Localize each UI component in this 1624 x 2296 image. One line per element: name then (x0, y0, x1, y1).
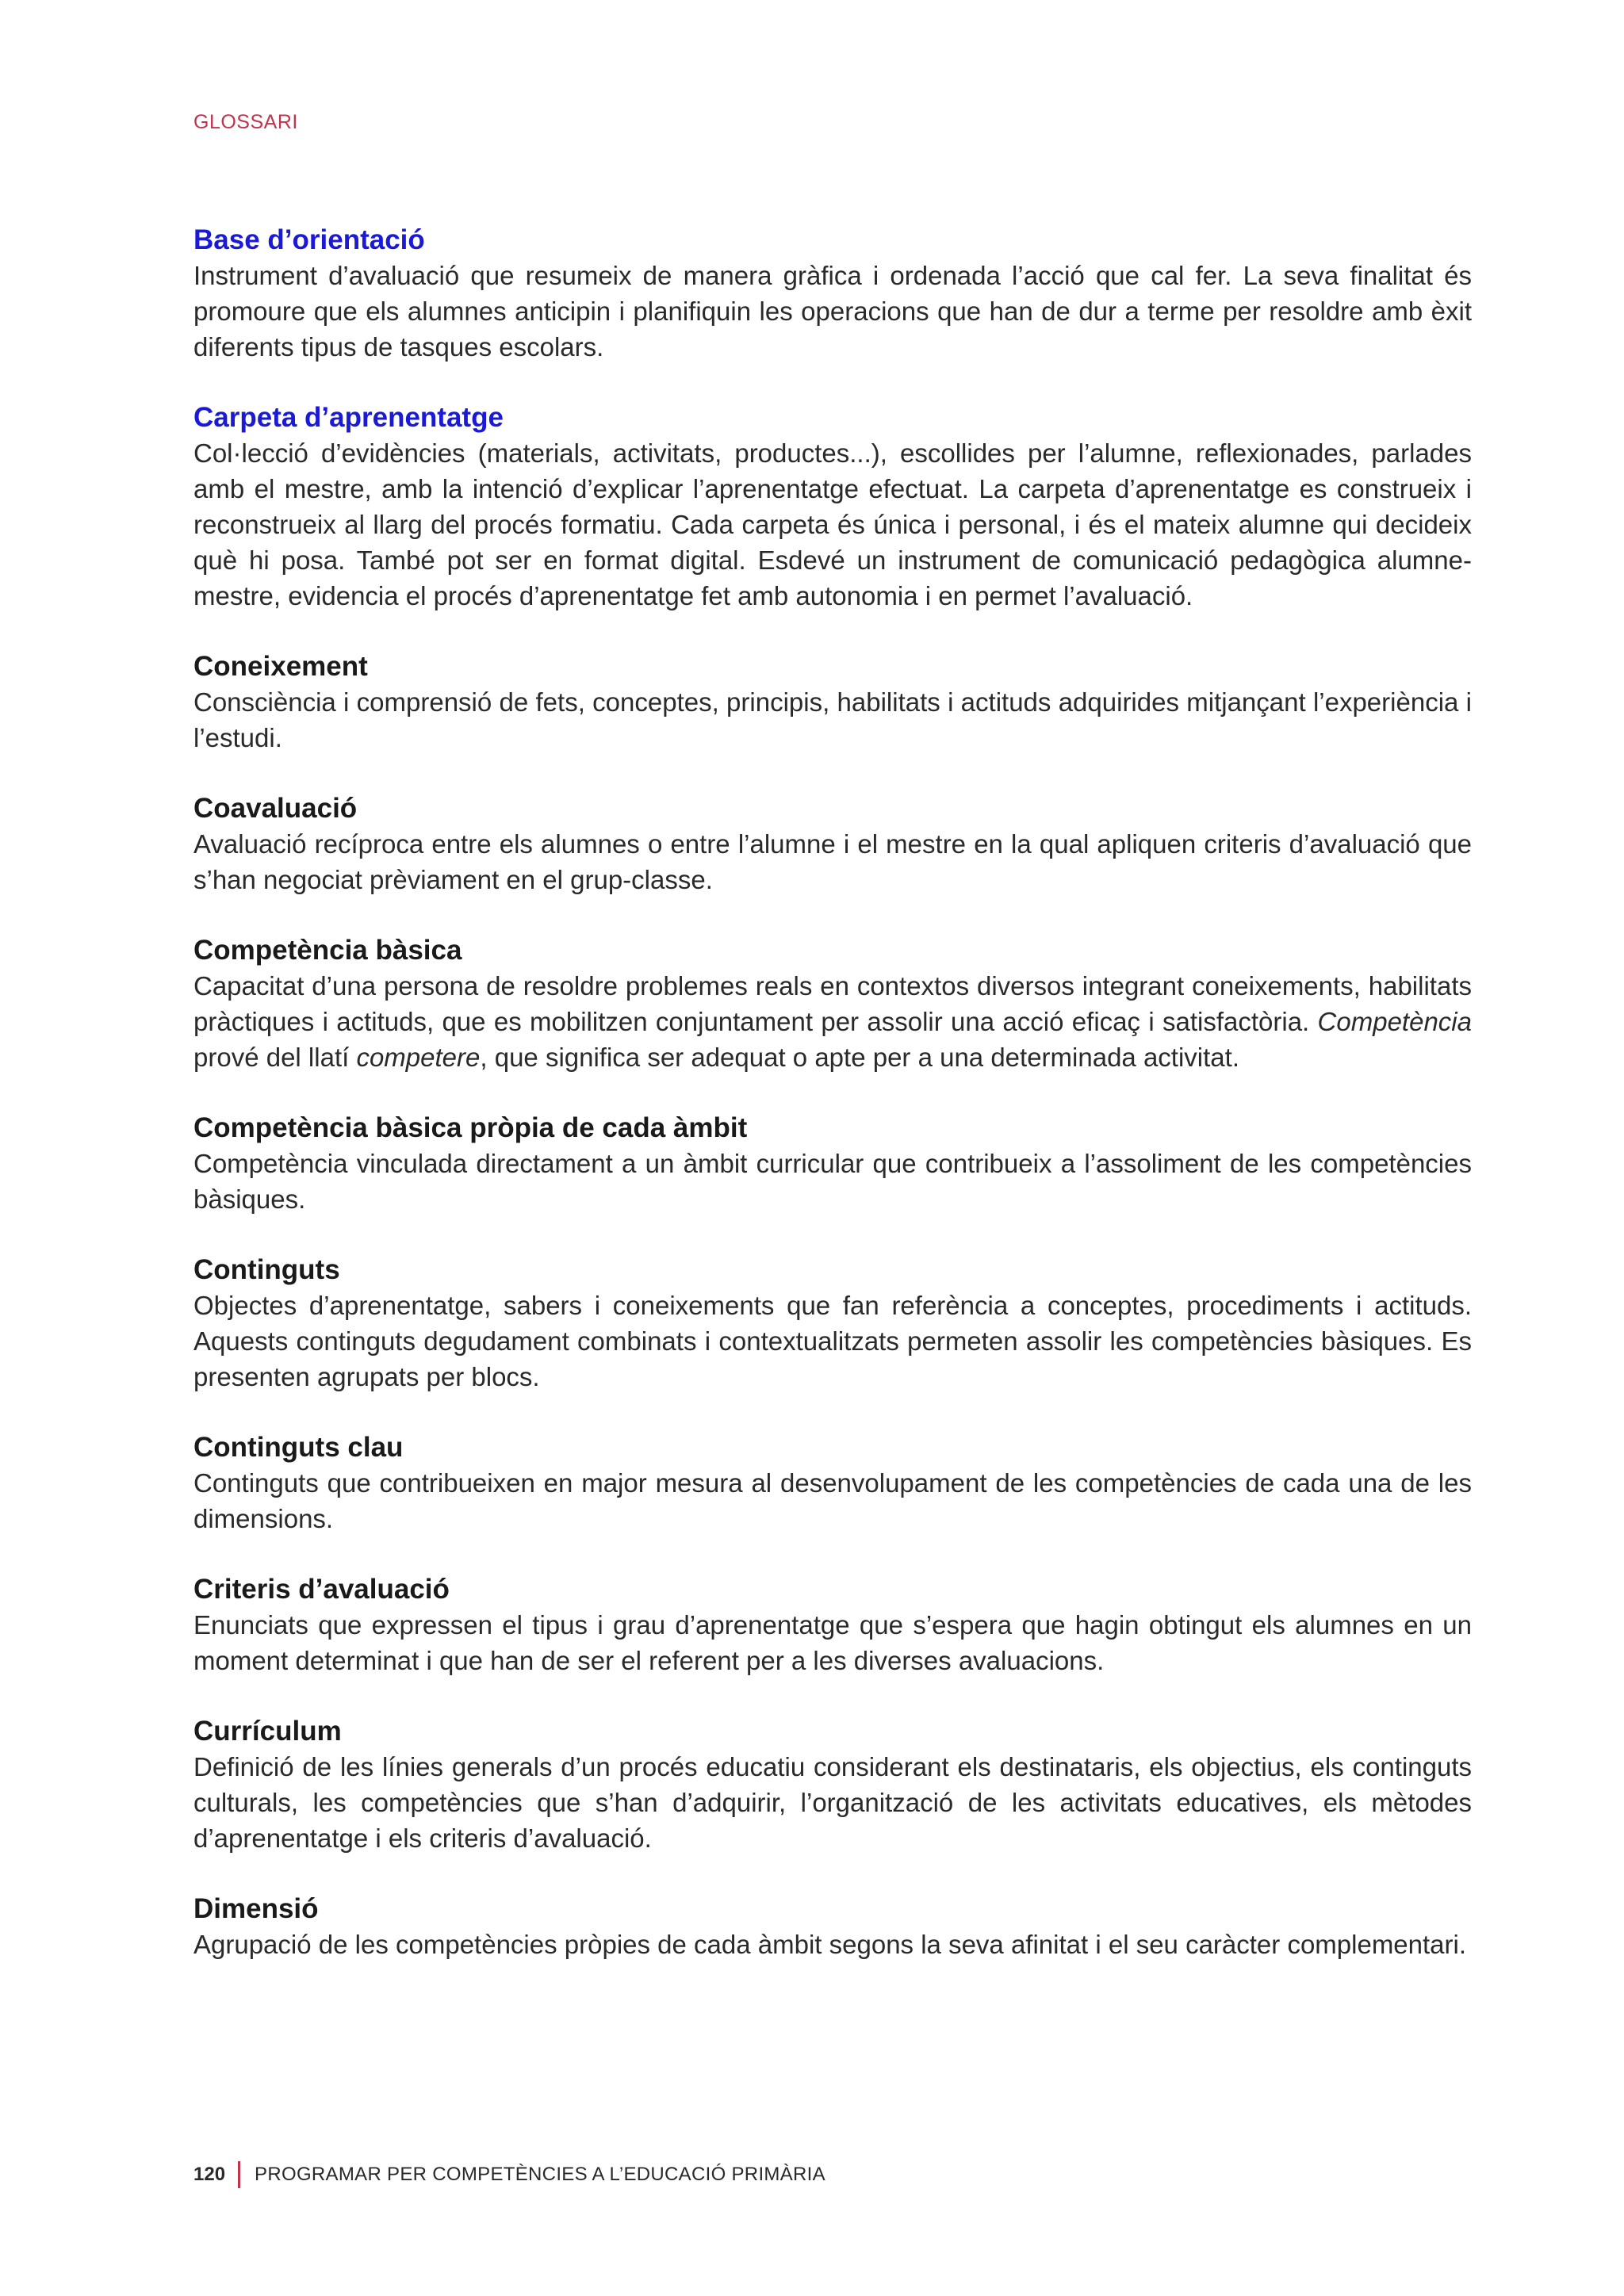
glossary-entry (193, 1571, 1472, 1678)
entry-term: Competència bàsica (193, 935, 462, 966)
glossary-entry (193, 1429, 1472, 1536)
entry-term: Currículum (193, 1716, 342, 1747)
page-number: 120 (193, 2164, 226, 2185)
entry-definition: Col·lecció d’evidències (materials, activitats, productes...), escollides per l’alumne, reflexionades, parlades amb el mestre, amb la intenció d’explicar l’aprenentatge efectuat. La carpeta d’aprenentatge es construeix i reconstrueix al llarg del procés formatiu. Cada carpeta és única i personal, i és el mateix alumne qui decideix què hi posa. També pot ser en format digital. Esdevé un instrument de comunicació pedagògica alumne-mestre, evidencia el procés d’aprenentatge fet amb autonomia i en permet l’avaluació. (193, 438, 1472, 610)
entry-definition: Continguts que contribueixen en major mesura al desenvolupament de les competències de cada una de les dimensions. (193, 1468, 1472, 1533)
entry-term: Dimensió (193, 1893, 319, 1924)
glossary-entry (193, 1713, 1472, 1856)
definition-text: Capacitat d’una persona de resoldre problemes reals en contextos diversos integrant coneixements, habilitats pràctiques i actituds, que es mobilitzen conjuntament per assolir una acció eficaç i satisfactòria. (193, 971, 1472, 1036)
footer-divider (238, 2161, 240, 2188)
page-section-header: GLOSSARI (193, 111, 298, 133)
entry-definition: Instrument d’avaluació que resumeix de manera gràfica i ordenada l’acció que cal fer. La seva finalitat és promoure que els alumnes anticipin i planifiquin les operacions que han de dur a terme per resoldre amb èxit diferents tipus de tasques escolars. (193, 261, 1472, 362)
glossary-entry (193, 1891, 1472, 1962)
entry-term: Coneixement (193, 651, 368, 682)
entry-definition: Avaluació recíproca entre els alumnes o entre l’alumne i el mestre en la qual apliquen criteris d’avaluació que s’han negociat prèviament en el grup-classe. (193, 829, 1472, 894)
definition-text: , que significa ser adequat o apte per a una determinada activitat. (480, 1043, 1239, 1072)
definition-italic-term: competere (356, 1043, 481, 1072)
entry-term: Coavaluació (193, 793, 358, 824)
entry-definition (193, 968, 1472, 1075)
definition-text: prové del llatí (193, 1043, 357, 1072)
entry-term: Base d’orientació (193, 224, 425, 255)
entry-definition: Objectes d’aprenentatge, sabers i coneixements que fan referència a conceptes, procediments i actituds. Aquests continguts degudament combinats i contextualitzats permeten assolir les competències bàsiques. Es presenten agrupats per blocs. (193, 1291, 1472, 1391)
entry-term: Criteris d’avaluació (193, 1574, 450, 1605)
entry-definition: Consciència i comprensió de fets, conceptes, principis, habilitats i actituds adquirides mitjançant l’experiència i l’estudi. (193, 687, 1472, 752)
entry-term: Competència bàsica pròpia de cada àmbit (193, 1112, 748, 1143)
entry-definition: Competència vinculada directament a un àmbit curricular que contribueix a l’assoliment de les competències bàsiques. (193, 1149, 1472, 1214)
entry-term: Continguts (193, 1254, 340, 1285)
definition-italic-term: Competència (1317, 1007, 1472, 1036)
glossary-entry (193, 400, 1472, 614)
entry-term: Carpeta d’aprenentatge (193, 402, 504, 433)
glossary-entry (193, 649, 1472, 756)
glossary-entry (193, 222, 1472, 365)
entry-definition: Agrupació de les competències pròpies de cada àmbit segons la seva afinitat i el seu caràcter complementari. (193, 1930, 1467, 1959)
entry-term: Continguts clau (193, 1432, 404, 1463)
glossary-entry (193, 790, 1472, 897)
glossary-entry (193, 1110, 1472, 1217)
glossary-entry (193, 932, 1472, 1075)
glossary-entry (193, 1252, 1472, 1395)
book-title: PROGRAMAR PER COMPETÈNCIES A L’EDUCACIÓ PRIMÀRIA (255, 2164, 825, 2185)
entry-definition: Enunciats que expressen el tipus i grau d’aprenentatge que s’espera que hagin obtingut els alumnes en un moment determinat i que han de ser el referent per a les diverses avaluacions. (193, 1610, 1472, 1675)
entry-definition: Definició de les línies generals d’un procés educatiu considerant els destinataris, els objectius, els continguts culturals, les competències que s’han d’adquirir, l’organització de les activitats educatives, els mètodes d’aprenentatge i els criteris d’avaluació. (193, 1752, 1472, 1853)
glossary-entries (193, 222, 1472, 1997)
page-footer (193, 2161, 825, 2188)
